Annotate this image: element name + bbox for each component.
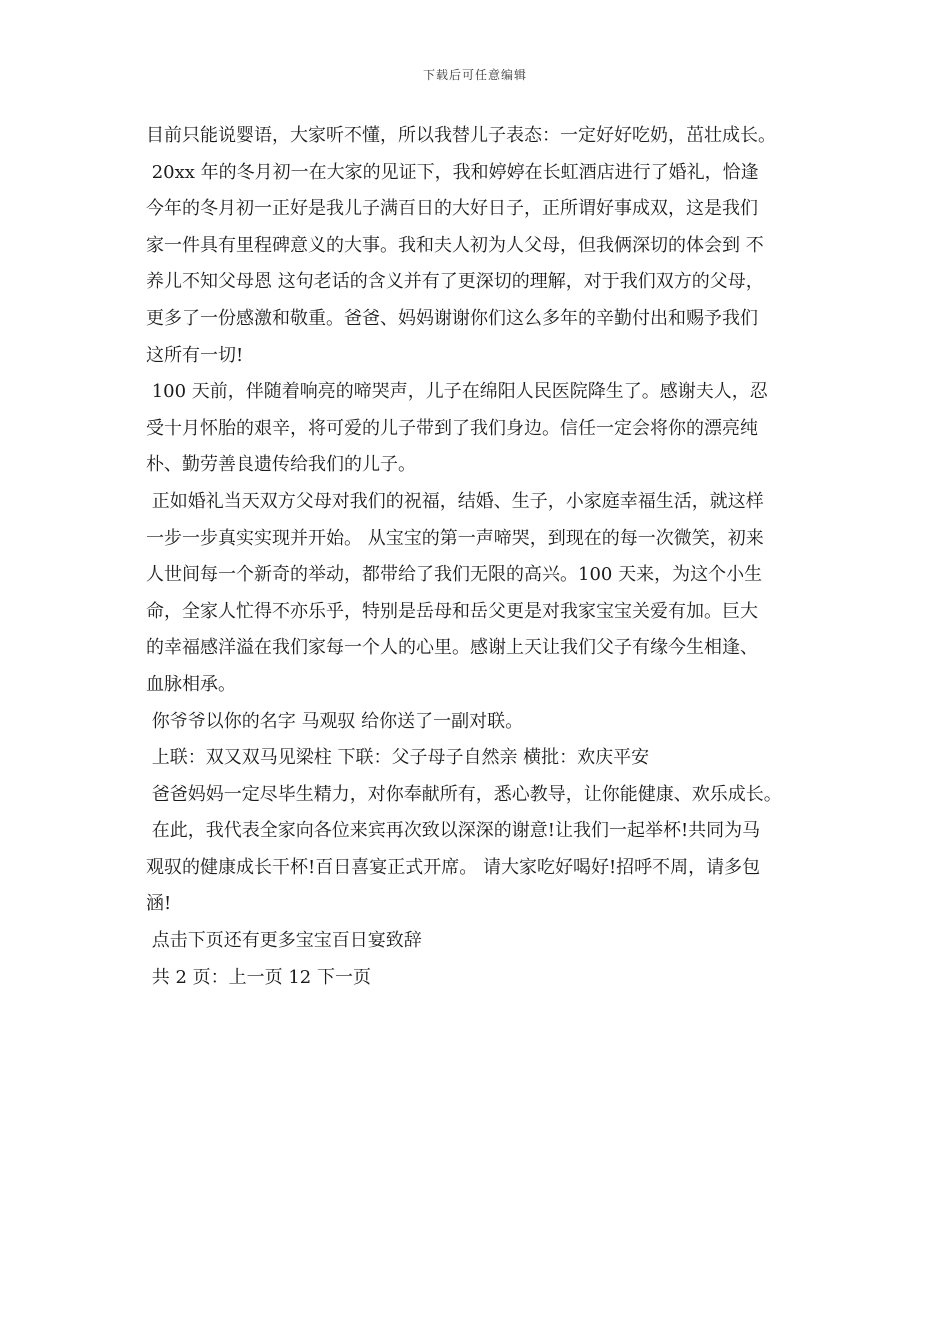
text-line: 更多了一份感激和敬重。爸爸、妈妈谢谢你们这么多年的辛勤付出和赐予我们 bbox=[146, 307, 758, 329]
text-line: 你爷爷以你的名字 马观驭 给你送了一副对联。 bbox=[146, 710, 524, 732]
text-line: 一步一步真实实现并开始。 从宝宝的第一声啼哭，到现在的每一次微笑，初来 bbox=[146, 527, 764, 549]
text-line: 血脉相承。 bbox=[146, 673, 236, 695]
pagination-text: 共 2 页：上一页 12 下一页 bbox=[146, 966, 371, 988]
text-line: 这所有一切! bbox=[146, 344, 244, 366]
text-line: 上联：双又双马见梁柱 下联：父子母子自然亲 横批：欢庆平安 bbox=[146, 747, 650, 769]
text-line: 朴、勤劳善良遗传给我们的儿子。 bbox=[146, 454, 416, 476]
text-line: 人世间每一个新奇的举动，都带给了我们无限的高兴。100 天来，为这个小生 bbox=[146, 564, 763, 586]
text-line: 家一件具有里程碑意义的大事。我和夫人初为人父母，但我俩深切的体会到 不 bbox=[146, 234, 764, 256]
text-line: 目前只能说婴语，大家听不懂，所以我替儿子表态：一定好好吃奶，茁壮成长。 bbox=[146, 125, 776, 146]
text-line: 受十月怀胎的艰辛，将可爱的儿子带到了我们身边。信任一定会将你的漂亮纯 bbox=[146, 417, 758, 439]
more-link-text: 点击下页还有更多宝宝百日宴致辞 bbox=[146, 930, 422, 952]
text-line: 今年的冬月初一正好是我儿子满百日的大好日子，正所谓好事成双，这是我们 bbox=[146, 198, 758, 220]
text-line: 涵! bbox=[146, 893, 172, 915]
text-line: 20xx 年的冬月初一在大家的见证下，我和婷婷在长虹酒店进行了婚礼，恰逢 bbox=[146, 161, 759, 183]
text-line: 的幸福感洋溢在我们家每一个人的心里。感谢上天让我们父子有缘今生相逢、 bbox=[146, 637, 758, 659]
text-line: 命，全家人忙得不亦乐乎，特别是岳母和岳父更是对我家宝宝关爱有加。巨大 bbox=[146, 600, 758, 622]
document-body bbox=[146, 118, 826, 996]
page-header: 下载后可任意编辑 bbox=[422, 68, 527, 82]
text-line: 观驭的健康成长干杯!百日喜宴正式开席。 请大家吃好喝好!招呼不周，请多包 bbox=[146, 856, 761, 878]
text-line: 在此，我代表全家向各位来宾再次致以深深的谢意!让我们一起举杯!共同为马 bbox=[146, 820, 761, 842]
text-line: 正如婚礼当天双方父母对我们的祝福，结婚、生子，小家庭幸福生活，就这样 bbox=[146, 490, 764, 512]
text-line: 养儿不知父母恩 这句老话的含义并有了更深切的理解，对于我们双方的父母， bbox=[146, 271, 764, 293]
text-line: 爸爸妈妈一定尽毕生精力，对你奉献所有，悉心教导，让你能健康、欢乐成长。 bbox=[146, 783, 782, 805]
text-line: 100 天前，伴随着响亮的啼哭声，儿子在绵阳人民医院降生了。感谢夫人，忍 bbox=[146, 381, 768, 403]
